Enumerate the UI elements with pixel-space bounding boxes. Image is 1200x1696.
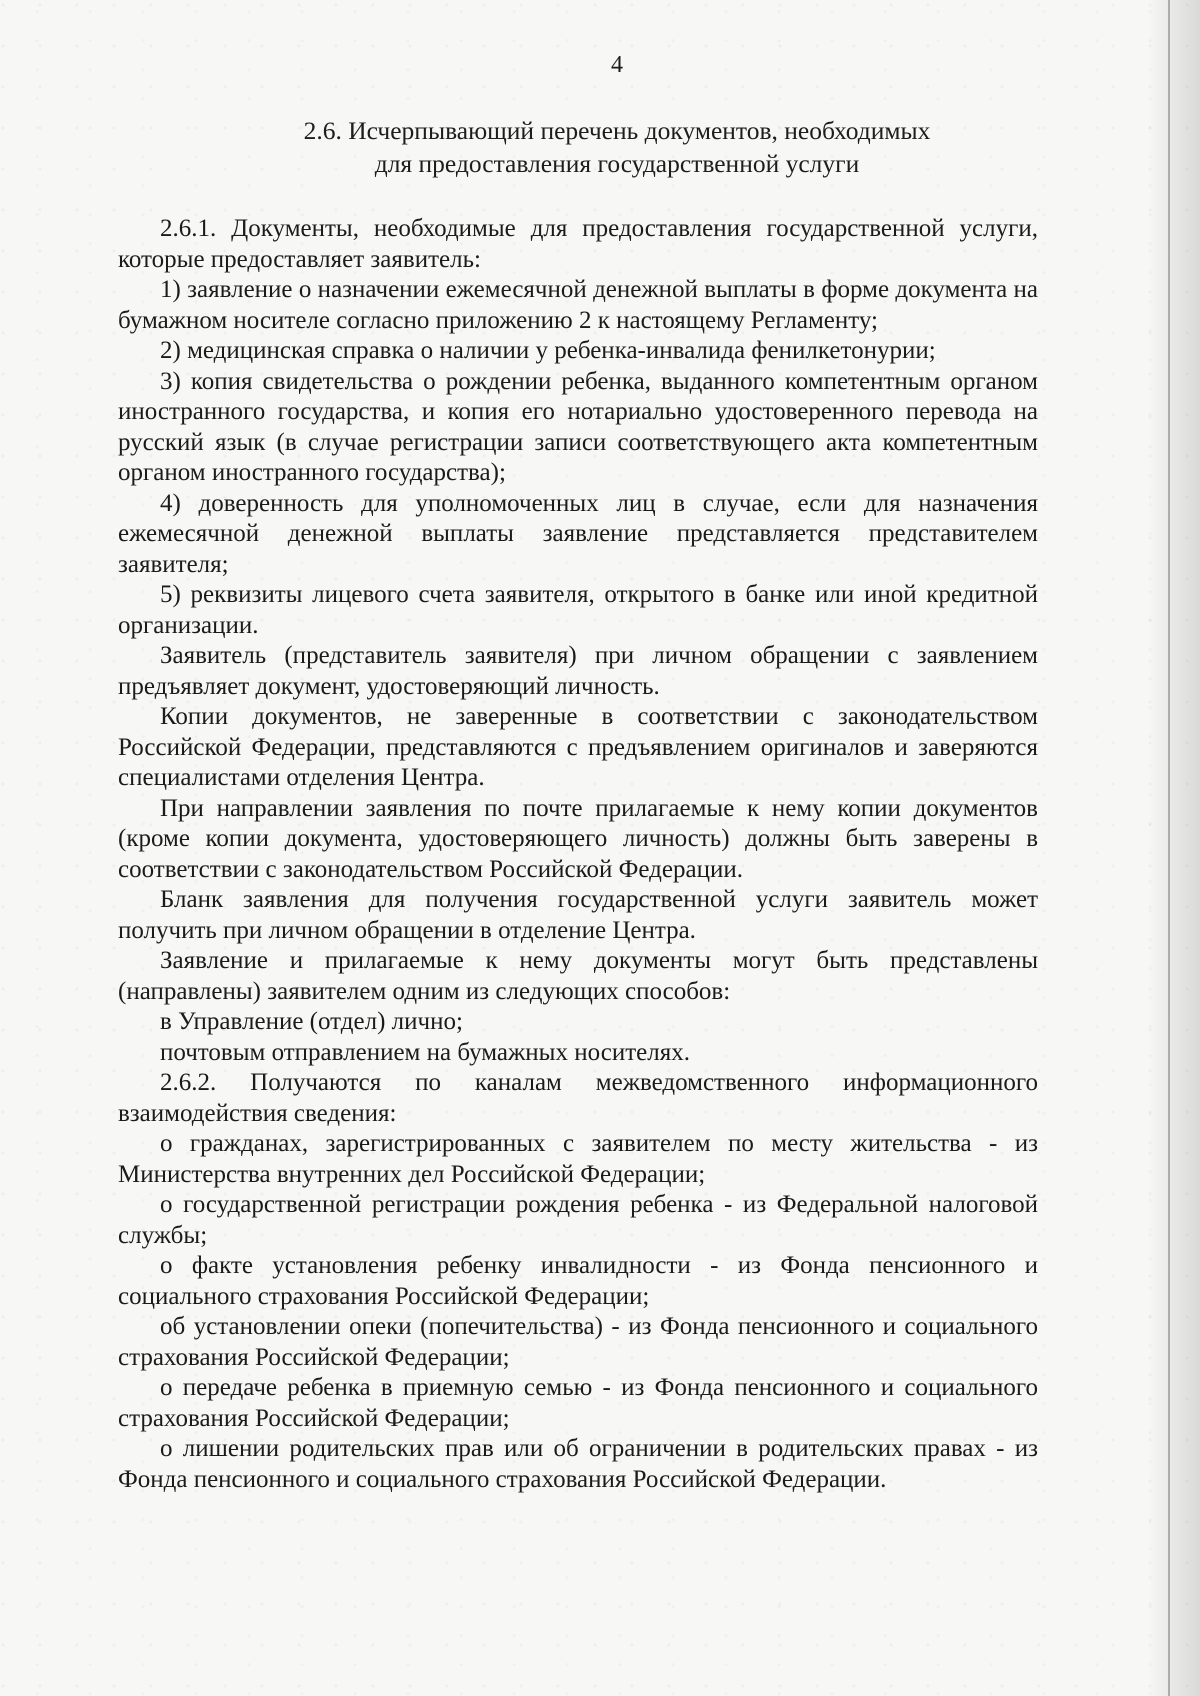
- paragraph-2-6-2: 2.6.2. Получаются по каналам межведомственного информационного взаимодействия сведения:: [118, 1069, 1038, 1127]
- list-item-5: 5) реквизиты лицевого счета заявителя, открытого в банке или иной кредитной организации.: [118, 581, 1038, 639]
- scan-edge-shadow: [1148, 0, 1200, 1696]
- paragraph-mail: При направлении заявления по почте прилагаемые к нему копии документов (кроме копии документа, удостоверяющего личность) должны быть заверены в соответствии с законодательством Российской Федерации.: [118, 794, 1038, 883]
- paragraph-form: Бланк заявления для получения государственной услуги заявитель может получить при личном обращении в отделение Центра.: [118, 886, 1038, 944]
- interagency-item-5: о передаче ребенка в приемную семью - из Фонда пенсионного и социального страхования Российской Федерации;: [118, 1374, 1038, 1432]
- method-mail: почтовым отправлением на бумажных носителях.: [160, 1038, 690, 1066]
- interagency-item-1: о гражданах, зарегистрированных с заявителем по месту жительства - из Министерства внутренних дел Российской Федерации;: [118, 1130, 1038, 1188]
- interagency-item-6: о лишении родительских прав или об ограничении в родительских правах - из Фонда пенсионного и социального страхования Российской Федерации.: [118, 1435, 1038, 1493]
- section-body: [118, 214, 1038, 1495]
- list-item-3: 3) копия свидетельства о рождении ребенка, выданного компетентным органом иностранного государства, и копия его нотариально удостоверенного перевода на русский язык (в случае регистрации записи соответствующего акта компетентным органом иностранного государства);: [118, 367, 1038, 486]
- list-item-1: 1) заявление о назначении ежемесячной денежной выплаты в форме документа на бумажном носителе согласно приложению 2 к настоящему Регламенту;: [118, 276, 1038, 334]
- section-heading: [0, 114, 1200, 180]
- section-heading-line-1: 2.6. Исчерпывающий перечень документов, необходимых: [303, 116, 931, 145]
- paragraph-copies: Копии документов, не заверенные в соответствии с законодательством Российской Федерации, представляются с предъявлением оригиналов и заверяются специалистами отделения Центра.: [118, 703, 1038, 791]
- list-item-2: 2) медицинская справка о наличии у ребенка-инвалида фенилкетонурии;: [160, 337, 936, 364]
- scan-edge-line: [1168, 0, 1170, 1696]
- interagency-item-3: о факте установления ребенку инвалидности - из Фонда пенсионного и социального страхования Российской Федерации;: [118, 1252, 1038, 1310]
- list-item-4: 4) доверенность для уполномоченных лиц в случае, если для назначения ежемесячной денежной выплаты заявление представляется представителем заявителя;: [118, 489, 1038, 578]
- interagency-item-2: о государственной регистрации рождения ребенка - из Федеральной налоговой службы;: [118, 1191, 1038, 1249]
- page-number: 4: [611, 52, 623, 78]
- section-heading-line-2: для предоставления государственной услуги: [374, 149, 860, 178]
- interagency-item-4: об установлении опеки (попечительства) - из Фонда пенсионного и социального страхования Российской Федерации;: [118, 1313, 1038, 1371]
- paragraph-identity: Заявитель (представитель заявителя) при личном обращении с заявлением предъявляет документ, удостоверяющий личность.: [118, 642, 1038, 700]
- paragraph-methods: Заявление и прилагаемые к нему документы могут быть представлены (направлены) заявителем одним из следующих способов:: [118, 947, 1038, 1005]
- method-in-person: в Управление (отдел) лично;: [160, 1008, 463, 1035]
- paragraph-2-6-1: 2.6.1. Документы, необходимые для предоставления государственной услуги, которые предоставляет заявитель:: [118, 215, 1038, 273]
